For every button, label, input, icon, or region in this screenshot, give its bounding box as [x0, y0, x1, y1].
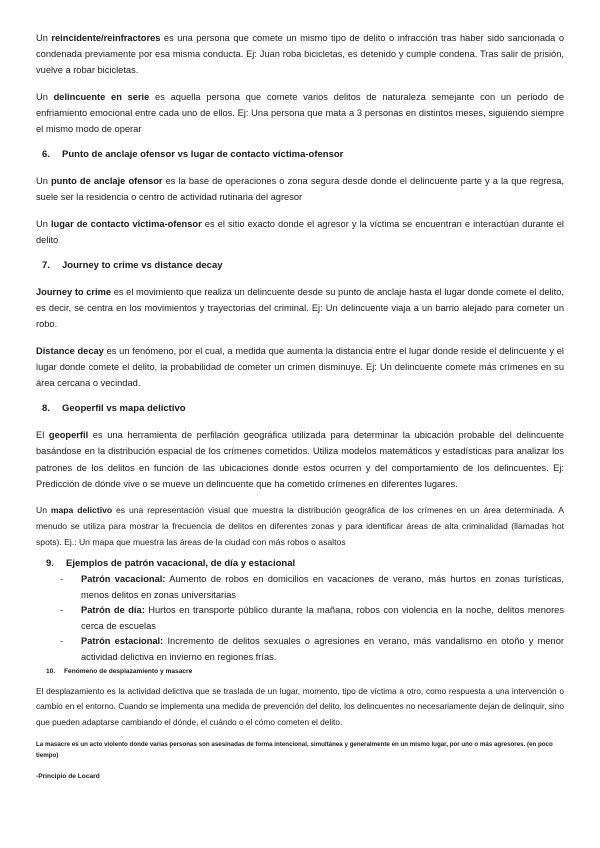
- heading-text: Geoperfil vs mapa delictivo: [62, 403, 186, 415]
- text: es el sitio exacto donde el agresor y la víctima se encuentran e interactúan durante el delito: [36, 218, 565, 245]
- text: Incremento de delitos sexuales o agresiones en verano, más vandalismo en otoño y menor actividad delictiva en invierno en regiones frías.: [81, 636, 564, 663]
- paragraph-desplazamiento: El desplazamiento es la actividad delictiva que se traslada de un lugar, momento, tipo de víctima a otro, como respuesta a una intervención o cambio en el entorno. Cuando se implementa una medida de prevención del delito, los delincuentes no necesariamente dejan de delinquir, sino que pueden adaptarse cambiando el dónde, el cuándo o el cómo cometen el delito.: [36, 685, 564, 727]
- term-delincuente-serie: delincuente en serie: [53, 91, 150, 102]
- heading-number: 9.: [46, 558, 54, 570]
- heading-text: Ejemplos de patrón vacacional, de día y estacional: [66, 558, 296, 570]
- list-item: [60, 603, 564, 634]
- heading-number: 6.: [42, 149, 50, 161]
- text: es una representación visual que muestra la distribución geográfica de los crímenes en un área determinada. A menudo se utiliza para mostrar la frecuencia de delitos en diferentes zonas y para identificar áreas de alta criminalidad (llamadas hot spots). Ej.: Un mapa que muestra las áreas de la ciudad con más robos o asaltos: [36, 505, 564, 548]
- text: es una persona que comete un mismo tipo de delito o infracción tras haber sido sancionada o condenada previamente por esa misma conducta. Ej: Juan roba bicicletas, es detenido y cumple condena. Tras salir de prisión, vuelve a robar bicicletas.: [36, 33, 565, 76]
- bullet-dash: -: [60, 605, 64, 616]
- paragraph-reincidente: [36, 30, 564, 79]
- term-geoperfil: geoperfil: [48, 430, 89, 441]
- section-heading-6: [36, 147, 564, 163]
- text: Un: [36, 176, 51, 187]
- term-distance-decay: Distance decay: [36, 345, 104, 356]
- section-heading-7: [36, 258, 564, 274]
- paragraph-journey-to-crime: [36, 284, 564, 333]
- paragraph-principio-locard: -Principio de Locard: [36, 773, 100, 781]
- term-mapa-delictivo: mapa delictivo: [50, 505, 113, 516]
- paragraph-delincuente-serie: [36, 89, 564, 138]
- text: es el movimiento que realiza un delincuente desde su punto de anclaje hasta el lugar donde comete el delito, es decir, se centra en los movimientos y trayectorias del criminal. Ej: Un delincuente viaja a un barrio alejado para cometer un robo.: [36, 287, 564, 330]
- bullet-dash: -: [60, 636, 64, 647]
- term-patron-estacional: Patrón estacional:: [81, 636, 164, 647]
- term-punto-anclaje: punto de anclaje ofensor: [50, 176, 163, 187]
- term-patron-de-dia: Patrón de día:: [81, 605, 145, 616]
- paragraph-geoperfil: [36, 427, 564, 492]
- text: es aquella persona que comete varios delitos de naturaleza semejante con un periodo de enfriamiento emocional entre cada uno de ellos. Ej: Una persona que mata a 3 personas en distintos meses, siguiendo siempre el mismo modo de operar: [36, 91, 565, 135]
- section-heading-8: [36, 401, 564, 417]
- list-item: [60, 634, 564, 665]
- examples-list: [36, 572, 564, 666]
- paragraph-punto-anclaje: [36, 173, 564, 205]
- section-heading-9: [36, 556, 564, 572]
- paragraph-lugar-contacto: [36, 216, 564, 248]
- text: Un: [36, 33, 52, 43]
- list-item: [60, 572, 564, 603]
- bullet-dash: -: [60, 574, 64, 585]
- heading-number: 8.: [42, 403, 50, 415]
- section-heading-10: [36, 666, 564, 678]
- heading-number: 7.: [42, 260, 50, 272]
- text: es una herramienta de perfilación geográfica utilizada para determinar la ubicación probable del delincuente basándose en la distribución espacial de los crímenes cometidos. Utiliza modelos matemáticos y estadísticas para analizar los patrones de los delitos en función de las ubicaciones donde estos ocurren y del comportamiento de los delincuentes. Ej: Predicción de dónde vive o se mueve un delincuente que ha cometido crímenes en diferentes lugares.: [36, 430, 564, 489]
- term-patron-vacacional: Patrón vacacional:: [81, 574, 166, 585]
- text: es la base de operaciones o zona segura desde donde el delincuente parte y a la que regresa, suele ser la residencia o centro de actividad rutinaria del agresor: [36, 176, 565, 203]
- text: es un fenómeno, por el cual, a medida que aumenta la distancia entre el lugar donde reside el delincuente y el lugar donde comete el delito, la probabilidad de cometer un crimen disminuye. Ej: Un delincuente comete más crímenes en su área cercana o vecindad.: [36, 345, 564, 389]
- text: Un: [36, 218, 51, 229]
- text: Un: [36, 91, 54, 102]
- text: Aumento de robos en domicilios en vacaciones de verano, más hurtos en zonas turísticas, menos delitos en zonas universitarias: [81, 574, 564, 600]
- paragraph-mapa-delictivo: [36, 502, 564, 550]
- term-journey-to-crime: Journey to crime: [36, 287, 112, 298]
- heading-text: Fenómeno de desplazamiento y masacre: [64, 667, 193, 675]
- text: Un: [36, 505, 51, 516]
- heading-text: Punto de anclaje ofensor vs lugar de contacto víctima-ofensor: [62, 149, 344, 161]
- heading-number: 10.: [46, 667, 56, 675]
- text: Hurtos en transporte público durante la mañana, robos con violencia en la noche, delitos menores cerca de escuelas: [81, 605, 564, 631]
- paragraph-distance-decay: [36, 343, 564, 392]
- term-lugar-contacto: lugar de contacto víctima-ofensor: [50, 218, 202, 229]
- text: El: [36, 430, 49, 441]
- term-reincidente: reincidente/reinfractores: [51, 33, 161, 43]
- paragraph-masacre: La masacre es un acto violento donde varias personas son asesinadas de forma intencional, simultánea y generalmente en un mismo lugar, por uno o más agresores. (en poco tiempo): [36, 741, 553, 759]
- document-page: [36, 30, 564, 782]
- heading-text: Journey to crime vs distance decay: [62, 260, 223, 272]
